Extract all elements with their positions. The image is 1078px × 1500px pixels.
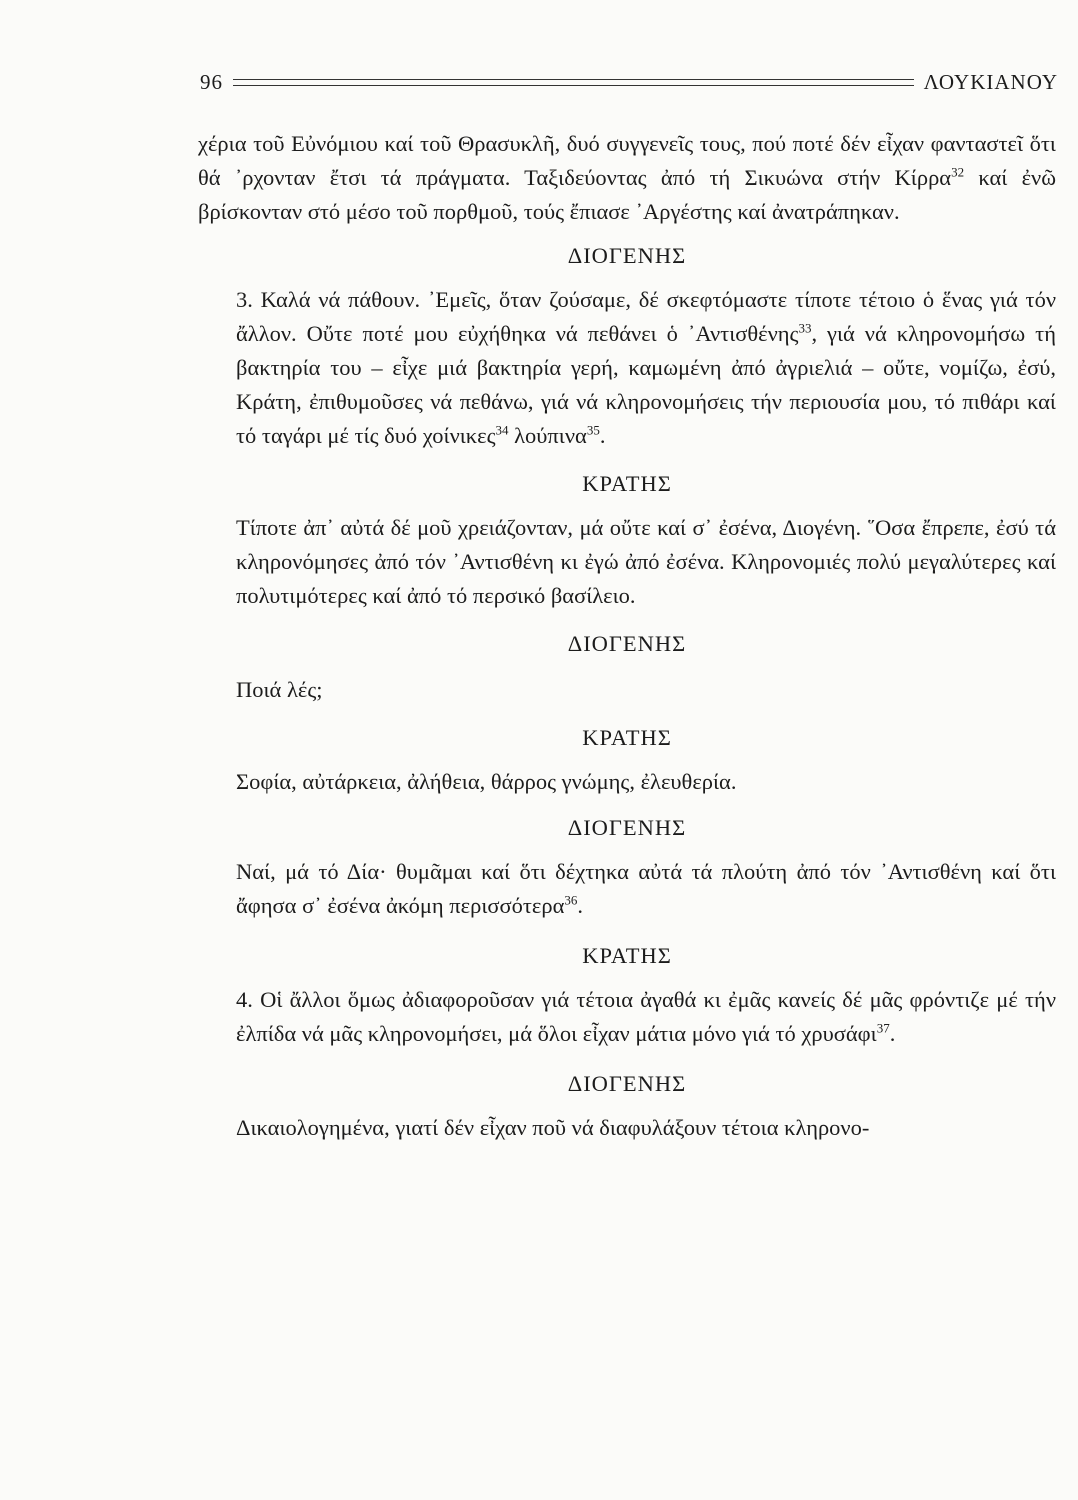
text-run: Δικαιολογημένα, γιατί δέν εἶχαν ποῦ νά διαφυλάξουν τέτοια κληρονο-: [236, 1115, 870, 1140]
paragraph: [198, 983, 1056, 1051]
paragraph: [198, 511, 1056, 613]
text-run: Σοφία, αὐτάρκεια, ἀλήθεια, θάρρος γνώμης, ἐλευθερία.: [236, 769, 737, 794]
speaker-heading: ΔΙΟΓΕΝΗΣ: [567, 243, 687, 268]
text-run: 4. Οἱ ἄλλοι ὅμως ἀδιαφοροῦσαν γιά τέτοια ἀγαθά κι ἐμᾶς κανείς δέ μᾶς φρόντιζε μέ τήν ἐλπίδα νά μᾶς κληρονομήσει, μά ὅλοι εἶχαν μάτια μόνο γιά τό χρυσάφι: [236, 987, 1056, 1046]
paragraph: [198, 673, 1056, 707]
footnote-ref: 35: [586, 422, 600, 438]
running-head: ΛΟΥΚΙΑΝΟΥ: [923, 69, 1058, 94]
page-body: [198, 127, 1056, 1145]
speaker-heading: ΚΡΑΤΗΣ: [582, 943, 672, 968]
text-run: Ναί, μά τό Δία· θυμᾶμαι καί ὅτι δέχτηκα αὐτά τά πλούτη ἀπό τόν ᾿Αντισθένη καί ὅτι ἄφησα σ᾿ ἐσένα ἀκόμη περισσότερα: [236, 859, 1056, 918]
paragraph: [198, 1111, 1056, 1145]
speaker-heading: ΚΡΑΤΗΣ: [582, 725, 672, 750]
speaker-heading: ΔΙΟΓΕΝΗΣ: [567, 631, 687, 656]
paragraph: [198, 855, 1056, 923]
text-run: Τίποτε ἀπ᾿ αὐτά δέ μοῦ χρειάζονταν, μά οὔτε καί σ᾿ ἐσένα, Διογένη. ῞Οσα ἔπρεπε, ἐσύ τά κληρονόμησες ἀπό τόν ᾿Αντισθένη κι ἐγώ ἀπό ἐσένα. Κληρονομιές πολύ μεγαλύτερες καί πολυτιμότερες καί ἀπό τό περσικό βασίλειο.: [236, 515, 1056, 608]
speaker-heading: ΔΙΟΓΕΝΗΣ: [567, 1071, 687, 1096]
speaker-heading: ΚΡΑΤΗΣ: [582, 471, 672, 496]
text-run: .: [889, 1021, 896, 1046]
text-run: 3. Καλά νά πάθουν. ᾿Εμεῖς, ὅταν ζούσαμε, δέ σκεφτόμαστε τίποτε τέτοιο ὁ ἕνας γιά τόν ἄλλον. Οὔτε ποτέ μου εὐχήθηκα νά πεθάνει ὁ ᾿Αντισθένης: [236, 287, 1056, 346]
footnote-ref: 33: [798, 320, 812, 336]
text-run: χέρια τοῦ Εὐνόμιου καί τοῦ Θρασυκλῆ, δυό συγγενεῖς τους, πού ποτέ δέν εἶχαν φανταστεῖ ὅτι θά ᾿ρχονταν ἔτσι τά πράγματα. Ταξιδεύοντας ἀπό τή Σικυώνα στήν Κίρρα: [198, 131, 1056, 190]
paragraph: [198, 127, 1056, 229]
footnote-ref: 32: [951, 164, 965, 180]
header-double-rule: [233, 79, 914, 86]
footnote-ref: 36: [564, 892, 578, 908]
page-number: 96: [200, 69, 223, 94]
page-header: [200, 66, 1058, 98]
paragraph: [198, 765, 1056, 799]
footnote-ref: 37: [876, 1020, 890, 1036]
paragraph: [198, 283, 1056, 453]
text-run: λούπινα: [508, 423, 587, 448]
footnote-ref: 34: [495, 422, 509, 438]
text-run: καί ἐνῶ βρίσκονταν στό μέσο τοῦ πορθμοῦ, τούς ἔπιασε ᾿Αργέστης καί ἀνατράπηκαν.: [198, 165, 1057, 224]
text-run: .: [577, 893, 584, 918]
text-run: .: [599, 423, 606, 448]
speaker-heading: ΔΙΟΓΕΝΗΣ: [567, 815, 687, 840]
text-run: , γιά νά κληρονομήσω τή βακτηρία του – εἶχε μιά βακτηρία γερή, καμωμένη ἀπό ἀγριελιά – οὔτε, νομίζω, ἐσύ, Κράτη, ἐπιθυμοῦσες νά πεθάνω, γιά νά κληρονομήσεις τήν περιουσία μου, τό πιθάρι καί τό ταγάρι μέ τίς δυό χοίνικες: [236, 321, 1056, 448]
text-run: Ποιά λές;: [236, 677, 323, 702]
